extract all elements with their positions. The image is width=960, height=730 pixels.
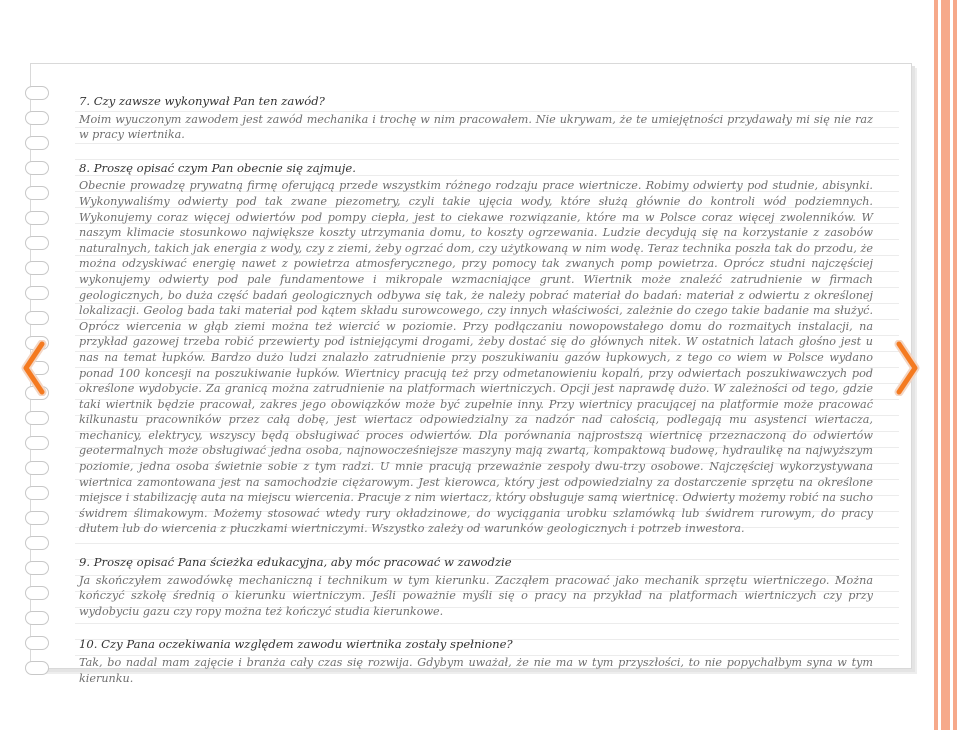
chevron-right-icon [893,340,923,396]
spiral-ring [25,111,49,125]
spiral-ring [25,186,49,200]
qa-block-10 [79,637,873,686]
spiral-ring [25,486,49,500]
prev-slide-button[interactable] [18,340,48,396]
spiral-ring [25,411,49,425]
qa-block-8 [79,161,873,537]
answer-10: Tak, bo nadal mam zajęcie i branża cały czas się rozwija. Gdybym uważał, że nie ma w tym przyszłości, to nie popychałbym syna w tym kierunku. [79,656,873,685]
spiral-ring [25,236,49,250]
spiral-ring [25,636,49,650]
answer-7: Moim wyuczonym zawodem jest zawód mechanika i trochę w nim pracowałem. Nie ukrywam, że te umiejętności przydawały mi się nie raz w pracy wiertnika. [79,112,873,142]
spiral-ring [25,161,49,175]
decor-stripe [941,0,950,730]
question-10: 10. Czy Pana oczekiwania względem zawodu wiertnika zostały spełnione? [79,637,513,652]
question-8: 8. Proszę opisać czym Pan obecnie się zajmuje. [79,160,356,175]
notebook-page [30,63,912,685]
decor-stripe [953,0,957,730]
spiral-ring [25,436,49,450]
spiral-ring [25,586,49,600]
qa-content [79,94,873,704]
spiral-ring [25,611,49,625]
answer-8: Obecnie prowadzę prywatną firmę oferującą przede wszystkim różnego rodzaju prace wiertnicze. Robimy odwierty pod studnie, abisynki. Wykonywaliśmy odwierty pod tak zwane piezometry, czyli takie ujęcia wody, które służą głównie do kontroli wód podziemnych. Wykonujemy coraz więcej odwiertów pod pompy ciepła, jest to ciekawe rozwiązanie, które ma w Polsce coraz więcej zwolenników. W naszym klimacie stosunkowo największe koszty utrzymania domu, to koszty ogrzewania. Ludzie decydują się na korzystanie z zasobów naturalnych, takich jak energia z wody, czy z ziemi, żeby ogrzać dom, czy użytkowaną w nim wodę. Teraz technika poszła tak do przodu, że można odzyskiwać energię nawet z powietrza atmosferycznego, przy pomocy tak zwanych pomp powietrza. Oprócz studni najczęściej wykonujemy odwierty pod pale fundamentowe i mikropale wzmacniające grunt. Wiertnik może znaleźć zatrudnienie w firmach geologicznych, bo duża część badań geologicznych odbywa się tak, że należy pobrać materiał do badań: materiał z odwiertu z określonej lokalizacji. Geolog bada taki materiał pod kątem składu surowcowego, czy innych właściwości, zależnie do czego takie badanie ma służyć. Oprócz wiercenia w głąb ziemi można też wiercić w poziomie. Przy podłączaniu nowopowstałego domu do rozmaitych instalacji, na przykład gazowej trzeba robić przewierty pod istniejącymi drogami, żeby dostać się do głównych nitek. W ostatnich latach głośno jest u nas na temat łupków. Bardzo dużo ludzi znalazło zatrudnienie przy poszukiwaniu gazów łupkowych, z tego co wiem w Polsce wydano ponad 100 koncesji na poszukiwanie łupków. Wiertnicy pracują też przy odmetanowieniu kopalń, przy odwiertach poszukiwawczych pod określone wydobycie. Za granicą można zatrudnienie na platformach wiertniczych. Opcji jest naprawdę dużo. W zależności od tego, gdzie taki wiertnik będzie pracował, zakres jego obowiązków może być zupełnie inny. Przy wiertnicy pracującej na platformie może pracować kilkunastu pracowników przez całą dobę, jest wiertacz odpowiedzialny za nadzór nad całością, podlegają mu asystenci wiertacza, mechanicy, elektrycy, wszyscy będą obsługiwać proces odwiertów. Dla porównania najprostszą wiertnicę przeznaczoną do odwiertów geotermalnych może obsługiwać jedna osoba, najnowocześniejsze maszyny mają zwartą, kompaktową budowę, hydraulikę na najwyższym poziomie, jedna osoba świetnie sobie z tym radzi. U mnie pracują przeważnie zespoły dwu-trzy osobowe. Najczęściej wykorzystywana wiertnica zamontowana jest na samochodzie ciężarowym. Jest kierowca, który jest odpowiedzialny za dostarczenie sprzętu na określone miejsce i stabilizację auta na miejscu wiercenia. Pracuje z nim wiertacz, który obsługuje samą wiertnicę. Odwierty możemy robić na sucho świdrem ślimakowym. Możemy stosować wtedy rury okładzinowe, do wyciągania urobku szlamówką lub świdrem rurowym, do pracy dłutem lub do wiercenia z płuczkami wiertniczymi. Wszystko zależy od warunków geologicznych i potrzeb inwestora. [79,179,873,536]
spiral-ring [25,311,49,325]
next-slide-button[interactable] [893,340,923,396]
qa-block-9 [79,555,873,619]
spiral-ring [25,261,49,275]
spiral-ring [25,286,49,300]
spiral-ring [25,561,49,575]
answer-9: Ja skończyłem zawodówkę mechaniczną i technikum w tym kierunku. Zacząłem pracować jako mechanik sprzętu wiertniczego. Można kończyć szkołę średnią o kierunku wiertniczym. Jeśli poważnie myśli się o pracy na przykład na platformach wiertniczych czy przy wydobyciu gazu czy ropy można też kończyć studia kierunkowe. [79,573,873,618]
spiral-ring [25,661,49,675]
spiral-ring [25,86,49,100]
question-9: 9. Proszę opisać Pana ścieżka edukacyjna, aby móc pracować w zawodzie [79,555,512,570]
chevron-left-icon [18,340,48,396]
qa-block-7 [79,94,873,143]
spiral-ring [25,536,49,550]
spiral-ring [25,136,49,150]
spiral-ring [25,461,49,475]
decor-stripe [934,0,938,730]
spiral-ring [25,211,49,225]
spiral-ring [25,511,49,525]
question-7: 7. Czy zawsze wykonywał Pan ten zawód? [79,94,325,108]
